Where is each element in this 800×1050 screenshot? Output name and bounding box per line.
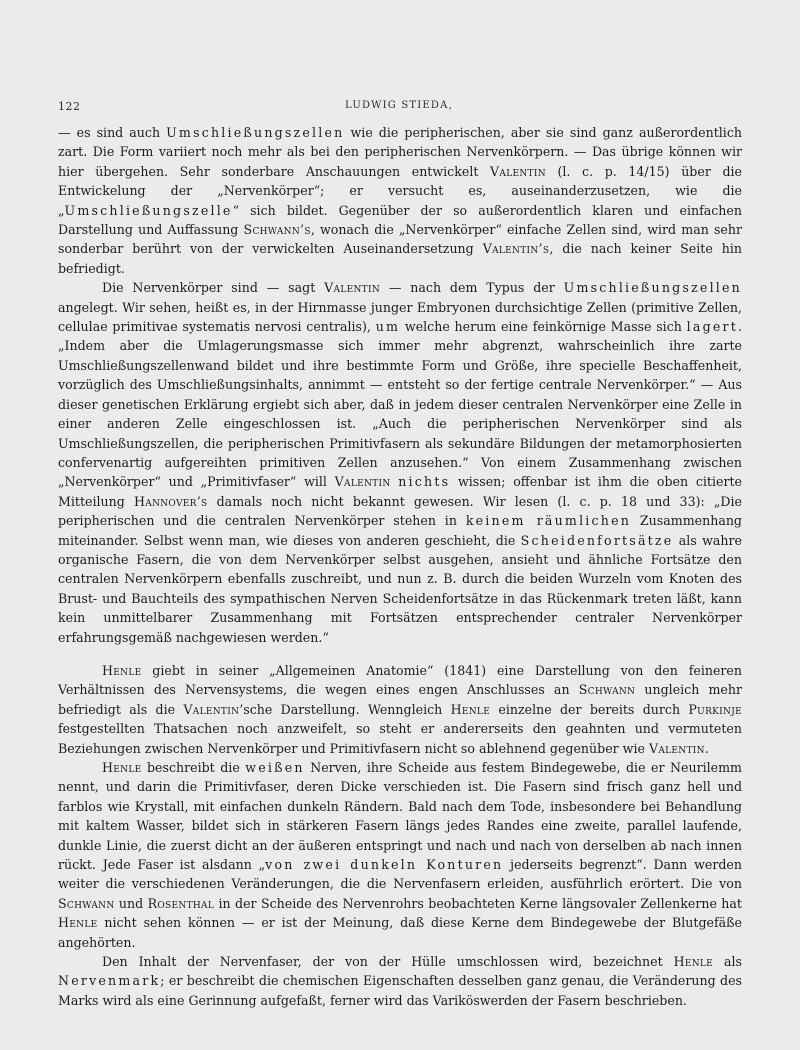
emphasis-spaced: von zwei dunkeln Konturen [265,857,504,873]
emphasis-spaced: keinem räumlichen [465,513,632,529]
emphasis-spaced: weißen [245,760,305,775]
text-run: . „Indem aber die Umlagerungsmasse sich immer mehr abgrenzt, wahrscheinlich ihre zarte Umschließungszellenwand bildet und ihre bestimmte Form und Größe, ihre specielle Beschaffenheit, vorzüglich des Umschließungsinhalts, annimmt — entsteht so der fertige centrale Nervenkörper.“ — Aus dieser genetischen Erklärung ergiebt sich aber, daß in jedem dieser centralen Nervenkörper eine Zelle in einer anderen Zelle eingeschlossen ist. „Auch die peripherischen Nervenkörper sind als Umschließungszellen, die peripherischen Primitivfasern als sekundäre Bildungen der metamorphosierten confervenartig aufgereihten primitiven Zellen anzusehen.“ Von einem Zusammenhang zwischen „Nervenkörper“ und „Primitivfaser“ will [58,319,742,490]
page-number: 122 [58,100,81,113]
emphasis-spaced: Scheidenfortsätze [520,532,674,548]
name-smallcaps: Valentin [648,740,705,756]
text-run: als wahre organische Fasern, die von dem Nervenkörper selbst ausgehen, ansieht und ähnliche Fortsätze den centralen Nervenkörpern ebenfalls zuschreibt, und nun z. B. durch die beiden Wurzeln vom Knoten des Brust- und Bauchteils des sympathischen Nerven Scheidenfortsätze in das Rückenmark treten läßt, kann kein unmittelbarer Zusammenhang mit Fortsätzen entsprechender centraler Nervenkörper erfahrungsgemäß nachgewiesen werden.“ [58,532,742,645]
text-run: welche herum eine feinkörnige Masse sich [400,319,687,335]
text-run: (l. c. p. 14/15) über die Entwickelung der „Nervenkörper“; er versucht es, auseinanderzusetzen, wie die „ [58,163,742,218]
name-smallcaps: Henle [102,662,142,678]
name-smallcaps: Schwann’s [243,222,311,238]
name-smallcaps: Valentin [183,701,240,717]
text-run: wissen; offenbar ist ihm die oben citierte Mitteilung [58,474,742,509]
name-smallcaps: Hannover’s [134,493,208,509]
name-smallcaps: Schwann [58,895,115,911]
name-smallcaps: Rosenthal [147,895,215,911]
paragraph-3 [58,661,742,758]
emphasis-spaced: Nervenmark [58,973,161,989]
paragraph-2 [58,278,742,647]
text-run: Den Inhalt der Nervenfaser, der von der Hülle umschlossen wird, bezeichnet [102,954,674,970]
text-run: . [704,740,709,756]
text-run: , wonach die „Nervenkörper“ einfache Zellen sind, wird man sehr sonderbar berührt von der verwickelten Auseinandersetzung [58,222,742,257]
text-run: jederseits begrenzt“. Dann werden weiter die verschiedenen Veränderungen, die die Nervenfasern erleiden, ausführlich erörtert. Die von [58,857,742,892]
name-smallcaps: Henle [450,701,491,717]
text-run: und [114,895,148,911]
text-run: Zusammenhang miteinander. Selbst wenn man, wie dieses von anderen geschieht, die [58,513,742,548]
text-run: in der Scheide des Nervenrohrs beobachteten Kerne längsovaler Zellenkerne hat [214,895,742,911]
paragraph-1 [58,123,742,278]
emphasis-spaced: nichts [398,474,451,490]
text-run: als [713,954,742,970]
text-run: — es sind auch [58,125,167,140]
text-run: beschreibt die [141,760,246,775]
emphasis-spaced: Umschließungszellen [563,280,742,296]
emphasis-spaced: lagert [686,319,738,335]
text-run: , die nach keiner Seite hin befriedigt. [58,241,742,276]
name-smallcaps: Valentin [490,163,546,179]
text-run: nicht sehen können — er ist der Meinung, daß diese Kerne dem Bindegewebe der Blutgefäße angehörten. [58,915,742,950]
body-text [58,123,742,1010]
paragraph-5 [58,952,742,1010]
emphasis-spaced: Umschließungszelle [64,202,233,218]
paragraph-4 [58,758,742,952]
text-run: einzelne der bereits durch [490,701,689,717]
text-run: festgestellten Thatsachen noch anzweifelt, so steht er andererseits den geahnten und vermuteten Beziehungen zwischen Nervenkörper und Primitivfasern nicht so ablehnend gegenüber wie [58,721,742,756]
text-run: damals noch nicht bekannt gewesen. Wir lesen (l. c. p. 18 und 33): „Die peripherischen und die centralen Nervenkörper stehen in [58,493,742,529]
text-run: ; er beschreibt die chemischen Eigenschaften desselben ganz genau, die Veränderung des Marks wird als eine Gerinnung aufgefaßt, ferner wird das Variköswerden der Fasern beschrieben. [58,973,742,1008]
page-header [58,100,740,118]
text-run: — nach dem Typus der [380,280,564,296]
name-smallcaps: Valentin [324,280,380,296]
emphasis-spaced: Umschließungszellen [166,125,345,140]
text-run: ’sche Darstellung. Wenngleich [239,701,451,717]
text-run: ungleich mehr befriedigt als die [58,682,742,717]
name-smallcaps: Schwann [578,682,636,698]
text-run: angelegt. Wir sehen, heißt es, in der Hirnmasse junger Embryonen durchsichtige Zellen (primitive Zellen, cellulae primitivae systematis nervosi centralis), [58,299,742,335]
text-run: wie die peripherischen, aber sie sind ganz außerordentlich zart. Die Form variiert noch mehr als bei den peripherischen Nervenkörpern. — Das übrige können wir hier übergehen. Sehr sonderbare Anschauungen entwickelt [58,125,742,179]
name-smallcaps: Purkinje [688,701,742,717]
text-run: Nerven, ihre Scheide aus festem Bindegewebe, die er Neurilemm nennt, und darin die Primitivfaser, deren Dicke verschieden ist. Die Fasern sind frisch ganz hell und farblos wie Krystall, mit einfachen dunkeln Rändern. Bald nach dem Tode, insbesondere bei Behandlung mit kaltem Wasser, bildet sich in stärkeren Fasern längs jedes Randes eine zweite, parallel laufende, dunkle Linie, die zuerst dicht an der äußeren entspringt und nach und nach von derselben ab nach innen rückt. Jede Faser ist alsdann „ [58,760,742,873]
text-run: “ sich bildet. Gegenüber der so außerordentlich klaren und einfachen Darstellung und Auffassung [58,202,742,238]
emphasis-spaced: um [375,319,401,335]
text-run: Die Nervenkörper sind — sagt [102,280,325,296]
name-smallcaps: Henle [102,760,142,775]
running-head: LUDWIG STIEDA, [345,100,453,111]
name-smallcaps: Valentin [334,474,391,490]
name-smallcaps: Henle [673,954,714,970]
name-smallcaps: Henle [58,915,98,931]
text-run: giebt in seiner „Allgemeinen Anatomie“ (1841) eine Darstellung von den feineren Verhältnissen des Nervensystems, die wegen eines engen Anschlusses an [58,662,742,698]
name-smallcaps: Valentin’s [482,241,550,257]
